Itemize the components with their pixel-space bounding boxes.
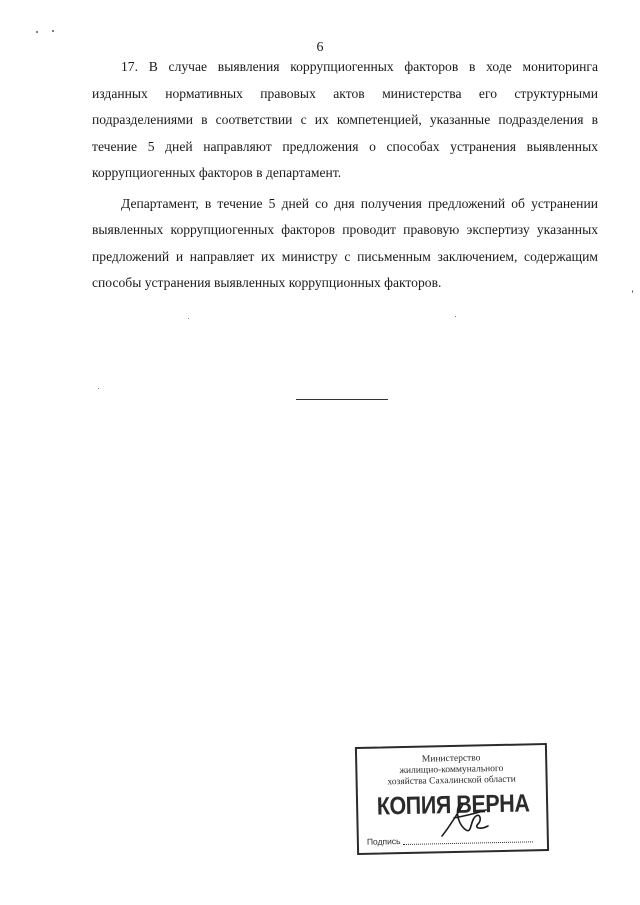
handwritten-signature (436, 796, 496, 840)
scan-speck (52, 30, 54, 32)
scan-speck (632, 290, 633, 293)
end-separator-line (296, 399, 388, 400)
stamp-copy-certified: КОПИЯ ВЕРНА (376, 789, 530, 821)
scan-speck (455, 316, 456, 317)
stamp-ministry-name: жилищно-коммунального (399, 763, 504, 777)
paragraph-17: 17. В случае выявления коррупциогенных факторов в ходе мониторинга изданных нормативных правовых актов министерства его структурными подразделениями в соответствии с их компетенцией, указанные подразделения в течение 5 дней направляют предложения о способах устранения выявленных коррупциогенных факторов в департамент. (92, 59, 598, 180)
page-number: 6 (316, 40, 324, 55)
document-body (92, 54, 598, 301)
stamp-signature-label: Подпись (366, 836, 401, 847)
stamp-ministry: Министерство (421, 753, 481, 765)
scan-speck (36, 31, 38, 33)
stamp-signature-line (403, 841, 533, 845)
scan-speck (98, 388, 99, 389)
paragraph-department: Департамент, в течение 5 дней со дня получения предложений об устранении выявленных коррупциогенных факторов проводит правовую экспертизу указанных предложений и направляет их министру с письменным заключением, содержащим способы устранения выявленных коррупционных факторов. (92, 195, 598, 290)
stamp-region: хозяйства Сахалинской области (387, 774, 516, 788)
scan-speck (188, 318, 189, 319)
